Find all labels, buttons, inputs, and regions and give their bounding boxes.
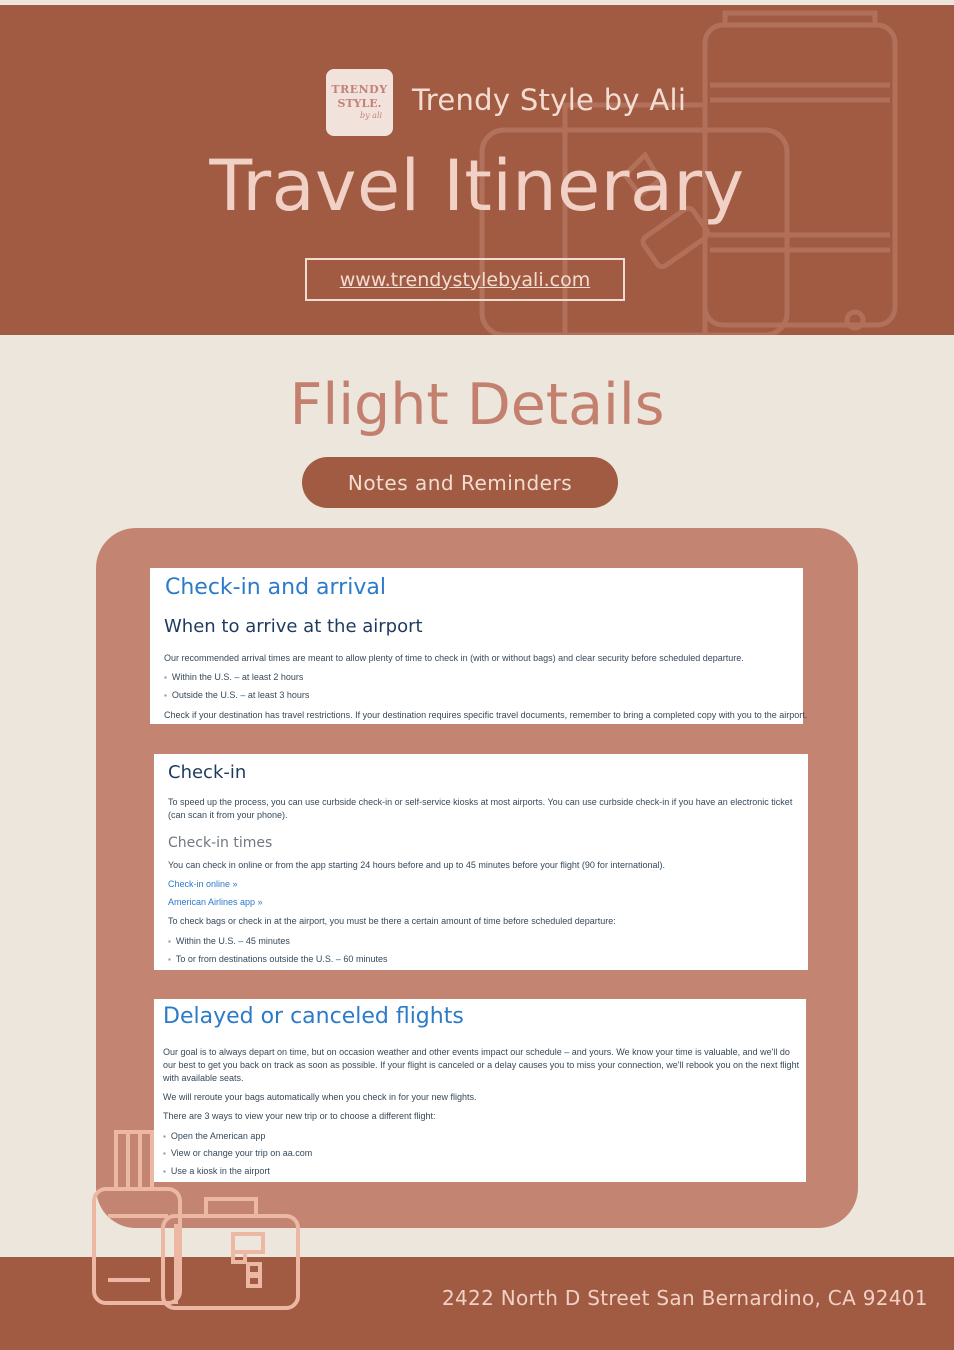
list-item: ▪ Use a kiosk in the airport	[163, 1166, 270, 1176]
card2-title: Check-in	[168, 762, 247, 783]
card3-reroute: We will reroute your bags automatically when you check in for your new flights.	[163, 1092, 477, 1102]
section-title: Flight Details	[289, 372, 665, 438]
card2-intro: To speed up the process, you can use curbside check-in or self-service kiosks at most airports. You can use curbside check-in if you have an electronic ticket (can scan it from your phone).	[168, 797, 793, 820]
card3-title: Delayed or canceled flights	[163, 1004, 464, 1029]
list-item: ▪ Within the U.S. – 45 minutes	[168, 936, 290, 946]
card1-subtitle: When to arrive at the airport	[164, 616, 423, 637]
list-item: ▪ Open the American app	[163, 1131, 265, 1141]
checkin-arrival-card	[150, 568, 808, 724]
notes-pill-label: Notes and Reminders	[347, 470, 573, 495]
page-title: Travel Itinerary	[209, 145, 745, 227]
checkin-card	[154, 754, 808, 970]
logo-text-line1: TRENDY	[331, 83, 388, 96]
card3-intro: Our goal is to always depart on time, but on occasion weather and other events impact our schedule – and yours. We know your time is valuable, and we'll do our best to get you back on track as soon as possible. If your flight is canceled or a delay causes you to miss your connection, we'll rebook you on the next flight with available seats.	[163, 1047, 800, 1083]
address-text: 2422 North D Street San Bernardino, CA 92401	[442, 1286, 928, 1310]
list-item: ▪ To or from destinations outside the U.S. – 60 minutes	[168, 954, 387, 964]
website-link[interactable]: www.trendystylebyali.com	[339, 268, 591, 291]
header-banner	[0, 5, 954, 335]
checkin-online-link[interactable]: Check-in online »	[168, 879, 238, 889]
list-item: ▪ View or change your trip on aa.com	[163, 1148, 312, 1158]
website-url-box[interactable]	[305, 258, 625, 301]
card1-title: Check-in and arrival	[165, 575, 386, 600]
notes-pill	[302, 457, 618, 508]
card3-ways: There are 3 ways to view your new trip or to choose a different flight:	[163, 1111, 436, 1121]
card2-subtitle: Check-in times	[168, 835, 273, 851]
card2-times: You can check in online or from the app starting 24 hours before and up to 45 minutes before your flight (90 for international).	[168, 860, 665, 870]
card1-note: Check if your destination has travel restrictions. If your destination requires specific travel documents, remember to bring a completed copy with you to the airport.	[164, 710, 808, 720]
list-item: ▪ Within the U.S. – at least 2 hours	[164, 672, 303, 682]
brand-logo	[326, 69, 393, 136]
card1-intro: Our recommended arrival times are meant to allow plenty of time to check in (with or without bags) and clear security before scheduled departure.	[164, 653, 744, 663]
logo-text-line2: STYLE.	[337, 97, 382, 110]
american-app-link[interactable]: American Airlines app »	[168, 897, 263, 907]
card2-bags: To check bags or check in at the airport, you must be there a certain amount of time before scheduled departure:	[168, 916, 616, 926]
brand-name: Trendy Style by Ali	[412, 83, 687, 117]
suitcase-outline-icon	[88, 1124, 308, 1314]
list-item: ▪ Outside the U.S. – at least 3 hours	[164, 690, 309, 700]
logo-text-line3: by ali	[360, 111, 383, 120]
